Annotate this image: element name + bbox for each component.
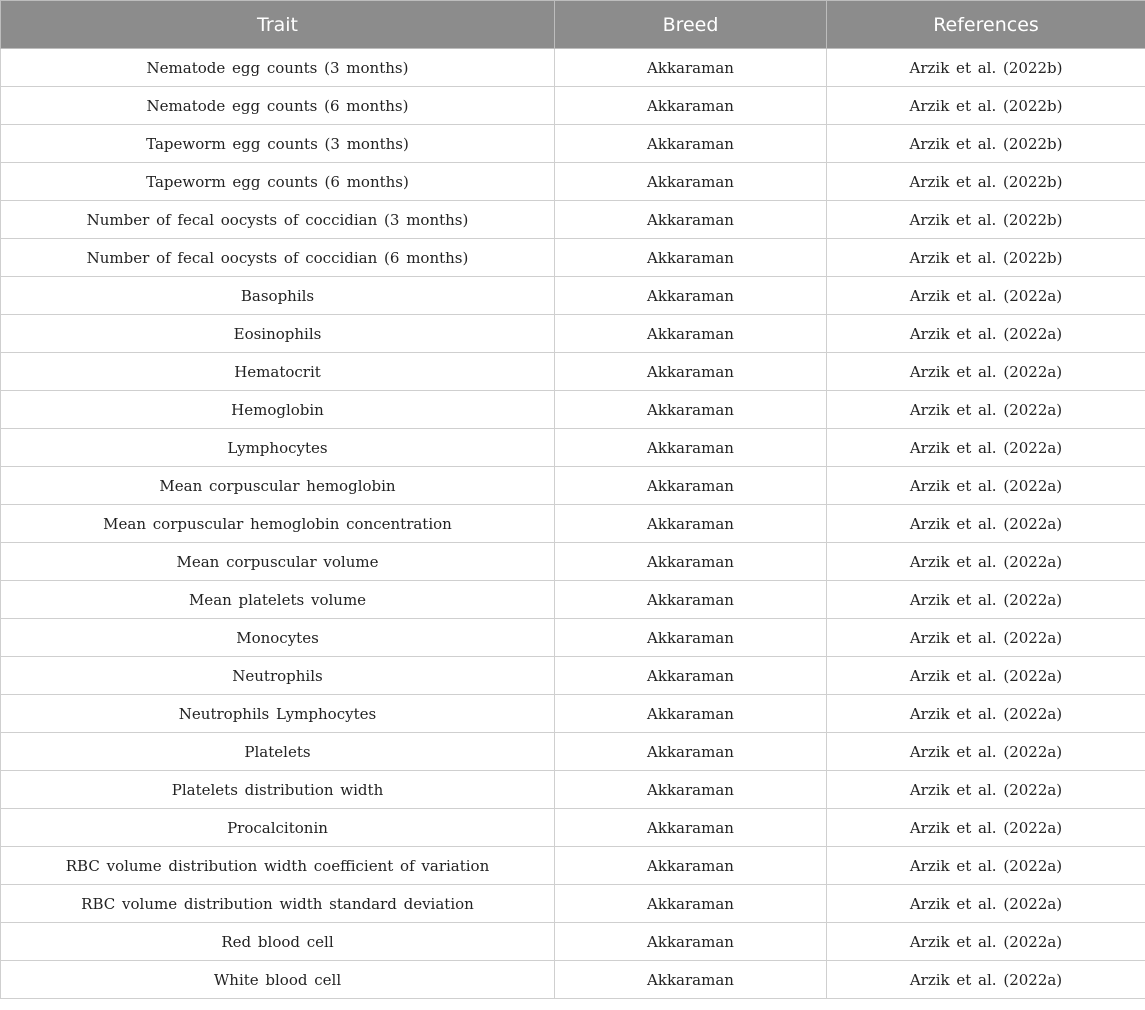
column-header-trait: Trait xyxy=(1,1,555,49)
table-row xyxy=(1,923,1145,961)
table-row xyxy=(1,429,1145,467)
breed-cell: Akkaraman xyxy=(555,771,827,809)
trait-cell: Nematode egg counts (6 months) xyxy=(1,87,555,125)
reference-cell: Arzik et al. (2022a) xyxy=(827,809,1145,847)
breed-cell: Akkaraman xyxy=(555,239,827,277)
trait-cell: Mean corpuscular hemoglobin concentration xyxy=(1,505,555,543)
reference-cell: Arzik et al. (2022a) xyxy=(827,429,1145,467)
breed-cell: Akkaraman xyxy=(555,429,827,467)
table-row xyxy=(1,885,1145,923)
breed-cell: Akkaraman xyxy=(555,885,827,923)
trait-cell: Number of fecal oocysts of coccidian (6 months) xyxy=(1,239,555,277)
reference-cell: Arzik et al. (2022b) xyxy=(827,239,1145,277)
table-row xyxy=(1,771,1145,809)
trait-cell: Hemoglobin xyxy=(1,391,555,429)
trait-cell: Mean corpuscular volume xyxy=(1,543,555,581)
breed-cell: Akkaraman xyxy=(555,847,827,885)
breed-cell: Akkaraman xyxy=(555,505,827,543)
trait-cell: Mean platelets volume xyxy=(1,581,555,619)
reference-cell: Arzik et al. (2022a) xyxy=(827,847,1145,885)
breed-cell: Akkaraman xyxy=(555,809,827,847)
table-body xyxy=(1,49,1145,999)
table-row xyxy=(1,125,1145,163)
trait-cell: Hematocrit xyxy=(1,353,555,391)
breed-cell: Akkaraman xyxy=(555,125,827,163)
column-header-breed: Breed xyxy=(555,1,827,49)
breed-cell: Akkaraman xyxy=(555,923,827,961)
table-row xyxy=(1,543,1145,581)
table-row xyxy=(1,505,1145,543)
reference-cell: Arzik et al. (2022a) xyxy=(827,467,1145,505)
trait-cell: Platelets xyxy=(1,733,555,771)
table-row xyxy=(1,809,1145,847)
trait-cell: Nematode egg counts (3 months) xyxy=(1,49,555,87)
reference-cell: Arzik et al. (2022a) xyxy=(827,657,1145,695)
table-row xyxy=(1,581,1145,619)
trait-cell: Eosinophils xyxy=(1,315,555,353)
breed-cell: Akkaraman xyxy=(555,353,827,391)
breed-cell: Akkaraman xyxy=(555,391,827,429)
breed-cell: Akkaraman xyxy=(555,581,827,619)
reference-cell: Arzik et al. (2022a) xyxy=(827,543,1145,581)
trait-cell: White blood cell xyxy=(1,961,555,999)
reference-cell: Arzik et al. (2022a) xyxy=(827,885,1145,923)
trait-cell: Procalcitonin xyxy=(1,809,555,847)
trait-cell: Tapeworm egg counts (3 months) xyxy=(1,125,555,163)
reference-cell: Arzik et al. (2022a) xyxy=(827,505,1145,543)
table-row xyxy=(1,353,1145,391)
breed-cell: Akkaraman xyxy=(555,87,827,125)
table-row xyxy=(1,201,1145,239)
reference-cell: Arzik et al. (2022b) xyxy=(827,163,1145,201)
table-row xyxy=(1,847,1145,885)
reference-cell: Arzik et al. (2022a) xyxy=(827,961,1145,999)
trait-cell: Lymphocytes xyxy=(1,429,555,467)
table-row xyxy=(1,315,1145,353)
trait-cell: Red blood cell xyxy=(1,923,555,961)
trait-cell: RBC volume distribution width standard deviation xyxy=(1,885,555,923)
table-row xyxy=(1,87,1145,125)
breed-cell: Akkaraman xyxy=(555,201,827,239)
trait-cell: Basophils xyxy=(1,277,555,315)
trait-cell: Neutrophils xyxy=(1,657,555,695)
reference-cell: Arzik et al. (2022a) xyxy=(827,581,1145,619)
reference-cell: Arzik et al. (2022a) xyxy=(827,315,1145,353)
reference-cell: Arzik et al. (2022b) xyxy=(827,125,1145,163)
trait-cell: RBC volume distribution width coefficient of variation xyxy=(1,847,555,885)
reference-cell: Arzik et al. (2022a) xyxy=(827,619,1145,657)
breed-cell: Akkaraman xyxy=(555,315,827,353)
column-header-references: References xyxy=(827,1,1145,49)
breed-cell: Akkaraman xyxy=(555,961,827,999)
trait-cell: Platelets distribution width xyxy=(1,771,555,809)
table-row xyxy=(1,239,1145,277)
table-row xyxy=(1,49,1145,87)
table-row xyxy=(1,657,1145,695)
breed-cell: Akkaraman xyxy=(555,163,827,201)
breed-cell: Akkaraman xyxy=(555,619,827,657)
trait-cell: Number of fecal oocysts of coccidian (3 months) xyxy=(1,201,555,239)
reference-cell: Arzik et al. (2022a) xyxy=(827,733,1145,771)
breed-cell: Akkaraman xyxy=(555,695,827,733)
breed-cell: Akkaraman xyxy=(555,733,827,771)
reference-cell: Arzik et al. (2022b) xyxy=(827,201,1145,239)
breed-cell: Akkaraman xyxy=(555,543,827,581)
reference-cell: Arzik et al. (2022a) xyxy=(827,695,1145,733)
table-row xyxy=(1,619,1145,657)
table-row xyxy=(1,277,1145,315)
reference-cell: Arzik et al. (2022b) xyxy=(827,87,1145,125)
trait-cell: Mean corpuscular hemoglobin xyxy=(1,467,555,505)
table-row xyxy=(1,695,1145,733)
reference-cell: Arzik et al. (2022a) xyxy=(827,353,1145,391)
reference-cell: Arzik et al. (2022a) xyxy=(827,771,1145,809)
reference-cell: Arzik et al. (2022b) xyxy=(827,49,1145,87)
table-row xyxy=(1,391,1145,429)
reference-cell: Arzik et al. (2022a) xyxy=(827,391,1145,429)
trait-cell: Monocytes xyxy=(1,619,555,657)
header-row xyxy=(1,1,1145,49)
reference-cell: Arzik et al. (2022a) xyxy=(827,277,1145,315)
reference-cell: Arzik et al. (2022a) xyxy=(827,923,1145,961)
breed-cell: Akkaraman xyxy=(555,467,827,505)
trait-cell: Neutrophils Lymphocytes xyxy=(1,695,555,733)
breed-cell: Akkaraman xyxy=(555,49,827,87)
breed-cell: Akkaraman xyxy=(555,277,827,315)
table-row xyxy=(1,733,1145,771)
table-row xyxy=(1,163,1145,201)
trait-cell: Tapeworm egg counts (6 months) xyxy=(1,163,555,201)
breed-cell: Akkaraman xyxy=(555,657,827,695)
table-row xyxy=(1,467,1145,505)
table-row xyxy=(1,961,1145,999)
